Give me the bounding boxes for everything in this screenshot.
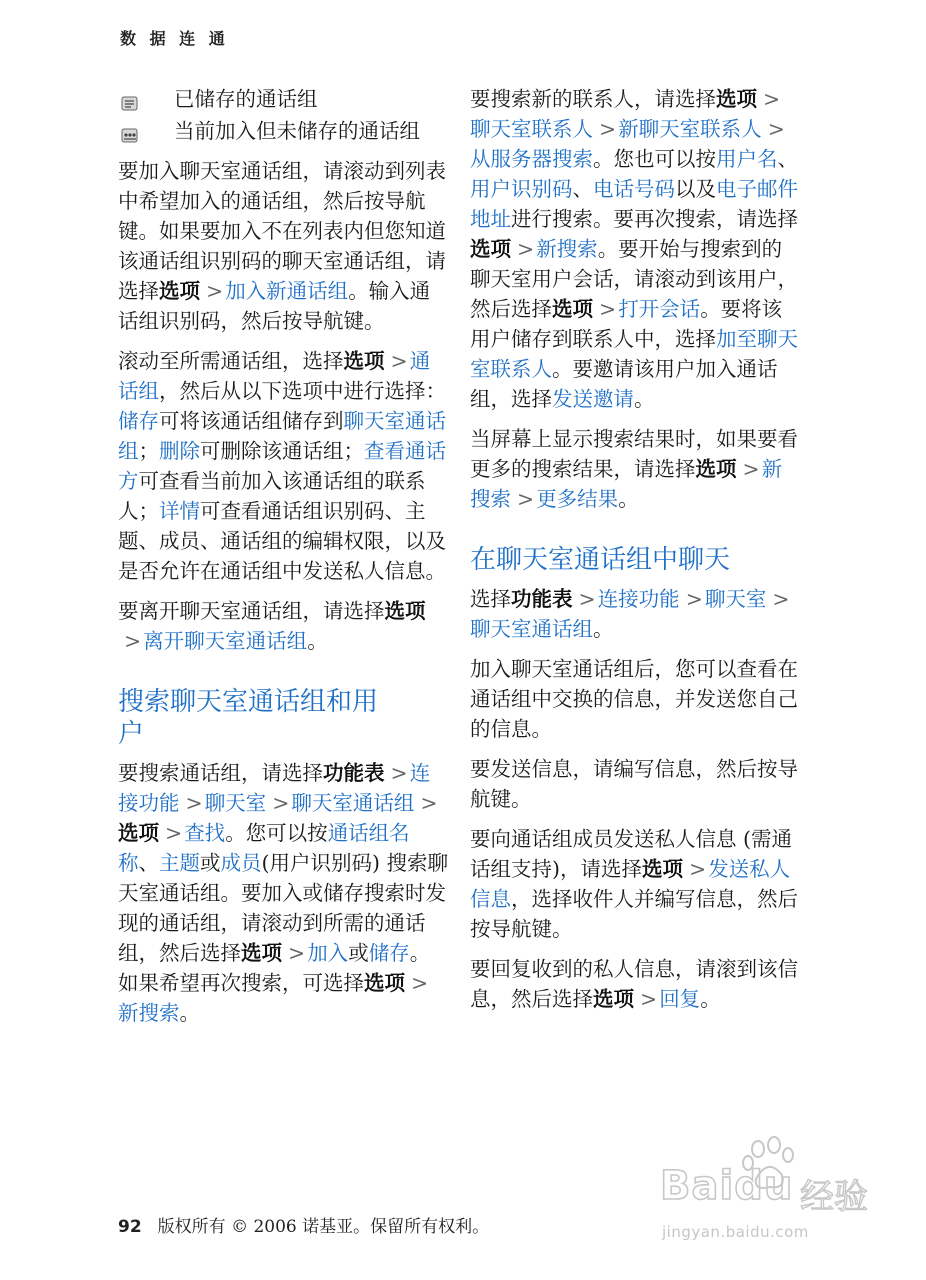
page-footer <box>118 1212 489 1237</box>
watermark-url: jingyan.baidu.com <box>662 1223 809 1241</box>
join-group-paragraph: 要加入聊天室通话组，请滚动到列表中希望加入的通话组，然后按导航键。如果要加入不在列表内但您知道该通话组识别码的聊天室通话组，请选择选项 >加入新通话组。输入通话组识别码，然后按导航键。 <box>118 159 446 333</box>
copyright-text: 版权所有 © 2006 诺基亚。保留所有权利。 <box>157 1217 490 1237</box>
open-chat-path-paragraph: 选择功能表 >连接功能 >聊天室 >聊天室通话组。 <box>470 587 790 641</box>
right-column <box>470 84 800 1024</box>
legend-unsaved-text: 当前加入但未储存的通话组 <box>174 119 420 143</box>
more-results-paragraph: 当屏幕上显示搜索结果时，如果要看更多的搜索结果，请选择选项 >新搜索 >更多结果。 <box>470 427 798 511</box>
jingyan-label: 经验 <box>800 1177 868 1217</box>
legend-saved-text: 已储存的通话组 <box>174 87 318 111</box>
reply-private-paragraph: 要回复收到的私人信息，请滚到该信息，然后选择选项 >回复。 <box>470 957 798 1011</box>
send-message-paragraph: 要发送信息，请编写信息，然后按导航键。 <box>470 757 798 811</box>
left-column <box>118 84 448 1038</box>
legend-unsaved-group <box>118 116 448 146</box>
join-new-group-link: 加入新通话组 <box>225 279 349 303</box>
baidu-jingyan-watermark <box>640 1135 910 1255</box>
saved-group-icon <box>120 94 140 114</box>
unsaved-group-icon <box>120 126 140 146</box>
section-heading-chat: 在聊天室通话组中聊天 <box>470 545 731 575</box>
private-message-paragraph: 要向通话组成员发送私人信息 (需通话组支持)，请选择选项 >发送私人信息，选择收件人并编写信息，然后按导航键。 <box>470 827 798 941</box>
running-header: 数 据 连 通 <box>120 29 229 48</box>
section-heading-search: 搜索聊天室通话组和用户 <box>118 687 379 749</box>
page-number: 92 <box>118 1217 142 1237</box>
search-groups-paragraph: 要搜索通话组，请选择功能表 >连接功能 >聊天室 >聊天室通话组 >选项 >查找。您可以按通话组名称、主题或成员(用户识别码) 搜索聊天室通话组。要加入或储存搜索时发现的通话组，请滚动到所需的通话组，然后选择选项 >加入或储存。如果希望再次搜索，可选择选项 >新搜索。 <box>118 761 449 1025</box>
group-options-paragraph: 滚动至所需通话组，选择选项 >通话组，然后从以下选项中进行选择：储存可将该通话组储存到聊天室通话组；删除可删除该通话组；查看通话方可查看当前加入该通话组的联系人；详情可查看通话组识别码、主题、成员、通话组的编辑权限，以及是否允许在通话组中发送私人信息。 <box>118 349 446 583</box>
search-contacts-paragraph: 要搜索新的联系人，请选择选项 >聊天室联系人 >新聊天室联系人 >从服务器搜索。您也可以按用户名、用户识别码、电话号码以及电子邮件地址进行搜索。要再次搜索，请选择选项 >新搜索。要开始与搜索到的聊天室用户会话，请滚动到该用户，然后选择选项 >打开会话。要将该用户储存到联系人中，选择加至聊天室联系人。要邀请该用户加入通话组，选择发送邀请。 <box>470 87 798 411</box>
baidu-logo: Baidu <box>660 1163 794 1209</box>
legend-saved-group <box>118 84 448 114</box>
view-messages-paragraph: 加入聊天室通话组后，您可以查看在通话组中交换的信息，并发送您自己的信息。 <box>470 657 798 741</box>
leave-group-paragraph: 要离开聊天室通话组，请选择选项>离开聊天室通话组。 <box>118 599 426 653</box>
